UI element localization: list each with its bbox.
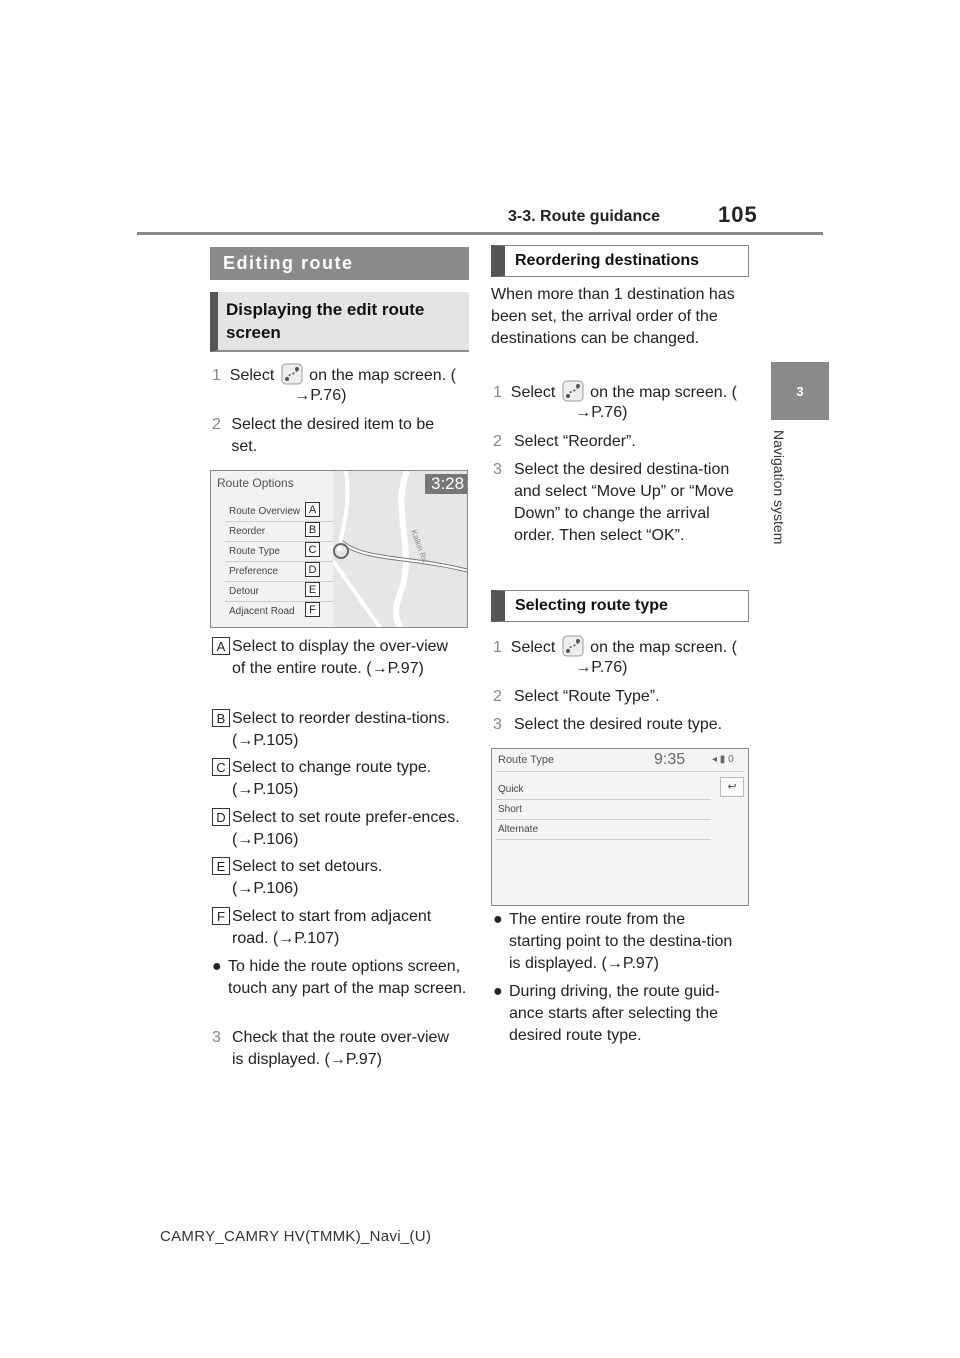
section-heading-editing-route: Editing route	[210, 247, 469, 280]
step-number: 2	[212, 416, 221, 433]
right-step2-3	[493, 714, 753, 736]
screen-title: Route Options	[217, 476, 294, 490]
route-options-screenshot	[210, 470, 468, 628]
desc-text: Select to start from adjacent road. (	[232, 908, 432, 947]
callout-marker: F	[305, 602, 320, 617]
divider	[496, 819, 711, 820]
arrow-icon: →	[575, 659, 592, 676]
screen-clock: 9:35	[654, 751, 686, 768]
step-number: 3	[212, 1029, 221, 1046]
reorder-intro: When more than 1 destination has been set, the arrival order of the destinations can be changed.	[491, 286, 735, 347]
page-number: 105	[718, 202, 758, 227]
step-text: Select	[510, 639, 556, 656]
route-edit-icon	[562, 380, 584, 402]
back-button[interactable]: ↩	[720, 777, 744, 797]
page-ref[interactable]: P.105)	[253, 781, 299, 798]
divider	[496, 771, 744, 772]
page-ref[interactable]: P.107)	[294, 930, 340, 947]
page-ref[interactable]: P.76)	[310, 387, 347, 404]
desc-text: Select to reorder destina-tions. (	[232, 710, 450, 749]
step-text: Select the desired item to be set.	[231, 416, 435, 455]
subheading-route-type: Selecting route type	[491, 590, 749, 622]
step-number: 3	[493, 461, 502, 478]
page-ref[interactable]: P.97)	[345, 1051, 383, 1068]
bullet-text: To hide the route options screen, touch any part of the map screen.	[228, 958, 467, 997]
right-step-1-ref-line	[513, 402, 627, 424]
screen-title: Route Type	[498, 754, 555, 766]
left-step-3	[212, 1027, 467, 1071]
arrow-icon: →	[294, 387, 311, 404]
bullet-icon: ●	[212, 958, 222, 975]
desc-d	[212, 807, 472, 851]
divider	[496, 799, 711, 800]
marker-c: C	[212, 758, 230, 776]
subheading-edit-screen: Displaying the edit route screen	[210, 292, 469, 352]
right-step-3	[493, 459, 753, 547]
desc-text: Select to display the over-view of the entire route. (	[232, 638, 449, 677]
route-type-item[interactable]: Alternate	[498, 824, 539, 835]
header-rule	[137, 232, 823, 235]
footer-model: CAMRY_CAMRY HV(TMMK)_Navi_(U)	[160, 1228, 432, 1245]
right-bullet-1	[493, 909, 751, 975]
chapter-tab: 3	[771, 362, 829, 420]
callout-marker: C	[305, 542, 320, 557]
step-number: 3	[493, 716, 502, 733]
right-step2-1	[493, 635, 753, 659]
chapter-label: Navigation system	[771, 430, 787, 545]
step-text: Check that the route over-view is displayed. (	[232, 1029, 449, 1068]
page-ref[interactable]: P.106)	[253, 880, 299, 897]
left-bullet	[212, 956, 467, 1000]
step-text: on the map screen. (	[309, 367, 456, 384]
desc-text: Select to set route prefer-ences. (	[232, 809, 460, 848]
desc-text: Select to set detours. (	[232, 858, 383, 897]
marker-b: B	[212, 709, 230, 727]
step-text: Select “Route Type”.	[514, 688, 660, 705]
right-bullet-2	[493, 981, 751, 1047]
road-label: Kalkin Rd	[409, 528, 430, 564]
marker-f: F	[212, 907, 230, 925]
step-number: 1	[493, 384, 502, 401]
option-item[interactable]: Route Overview	[229, 506, 301, 517]
divider	[496, 839, 711, 840]
arrow-icon: →	[237, 732, 254, 749]
route-type-item[interactable]: Short	[498, 804, 522, 815]
arrow-icon: →	[575, 404, 592, 421]
page-ref[interactable]: P.76)	[591, 404, 628, 421]
arrow-icon: →	[237, 781, 254, 798]
callout-marker: E	[305, 582, 320, 597]
page-ref[interactable]: P.97)	[387, 660, 424, 677]
callout-marker: B	[305, 522, 320, 537]
step-number: 1	[212, 367, 221, 384]
option-item[interactable]: Route Type	[229, 546, 280, 557]
bullet-text: The entire route from the starting point to the destina-tion is displayed. (	[509, 911, 733, 972]
step-text: Select “Reorder”.	[514, 433, 636, 450]
arrow-icon: →	[278, 930, 295, 947]
arrow-icon: →	[371, 660, 388, 677]
left-step-1-ref-line	[232, 385, 346, 407]
bullet-icon: ●	[493, 911, 503, 928]
subheading-reordering: Reordering destinations	[491, 245, 749, 277]
marker-e: E	[212, 857, 230, 875]
desc-a	[212, 636, 472, 680]
step-number: 1	[493, 639, 502, 656]
right-step2-1-ref-line	[513, 657, 627, 679]
step-text: Select	[510, 384, 556, 401]
page-ref[interactable]: P.97)	[622, 955, 660, 972]
bullet-text: During driving, the route guid-ance starts after selecting the desired route type.	[509, 983, 720, 1044]
marker-d: D	[212, 808, 230, 826]
section-title: 3-3. Route guidance	[508, 208, 661, 225]
arrow-icon: →	[237, 880, 254, 897]
right-step-1	[493, 380, 753, 404]
page-ref[interactable]: P.106)	[253, 831, 299, 848]
chapter-label-wrap	[763, 430, 797, 580]
option-item[interactable]: Adjacent Road	[229, 606, 295, 617]
page-ref[interactable]: P.76)	[591, 659, 628, 676]
arrow-icon: →	[329, 1051, 346, 1068]
callout-marker: A	[305, 502, 320, 517]
option-item[interactable]: Detour	[229, 586, 260, 597]
step-number: 2	[493, 433, 502, 450]
route-type-item[interactable]: Quick	[498, 784, 524, 795]
step-text: Select the desired destina-tion and select “Move Up” or “Move Down” to change the arrival order. Then select “OK”.	[514, 461, 734, 544]
left-step-1	[212, 363, 472, 387]
route-edit-icon	[281, 363, 303, 385]
callout-marker: D	[305, 562, 320, 577]
marker-a: A	[212, 637, 230, 655]
desc-c	[212, 757, 472, 801]
bullet-icon: ●	[493, 983, 503, 1000]
left-step-2	[212, 414, 462, 458]
arrow-icon: →	[237, 831, 254, 848]
desc-e	[212, 856, 472, 900]
status-icons: ◂ ▮ 0	[712, 754, 734, 765]
desc-text: Select to change route type. (	[232, 759, 432, 798]
right-step2-2	[493, 686, 753, 708]
step-text: Select	[229, 367, 275, 384]
right-step-2	[493, 431, 753, 453]
route-edit-icon	[562, 635, 584, 657]
route-type-screenshot	[491, 748, 749, 906]
option-item[interactable]: Reorder	[229, 526, 266, 537]
arrow-icon: →	[606, 955, 623, 972]
option-item[interactable]: Preference	[229, 566, 278, 577]
step-text: Select the desired route type.	[514, 716, 723, 733]
desc-f	[212, 906, 472, 950]
step-number: 2	[493, 688, 502, 705]
page-ref[interactable]: P.105)	[253, 732, 299, 749]
step-text: on the map screen. (	[590, 384, 737, 401]
step-text: on the map screen. (	[590, 639, 737, 656]
desc-b	[212, 708, 472, 752]
screen-clock: 3:28	[425, 474, 468, 494]
